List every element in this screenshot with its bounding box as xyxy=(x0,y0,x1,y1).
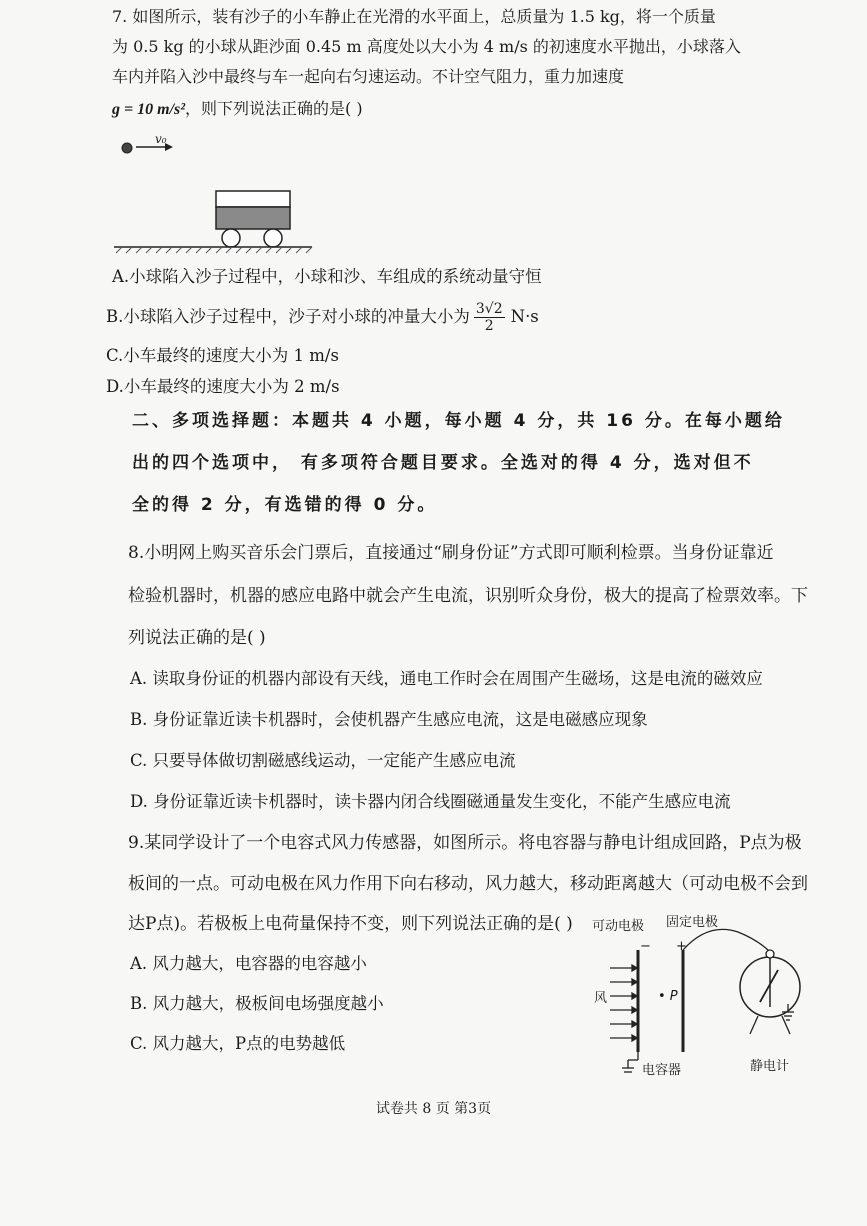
q7-option-c: C.小车最终的速度大小为 1 m/s xyxy=(106,346,339,365)
gravity-formula: g = 10 m/s² xyxy=(112,101,186,118)
section2-line-3: 全的得 2 分，有选错的得 0 分。 xyxy=(132,495,438,515)
wheel-left xyxy=(222,229,240,247)
cart-figure xyxy=(110,125,320,255)
electrometer-knob xyxy=(766,950,774,958)
ground-hatching xyxy=(116,247,312,253)
q7-line-2: 为 0.5 kg 的小球从距沙面 0.45 m 高度处以大小为 4 m/s 的初速度水平抛出，小球落入 xyxy=(112,37,741,56)
q9-line-3: 达P点)。若极板上电荷量保持不变，则下列说法正确的是( ) xyxy=(128,914,573,934)
electrometer-leg-right xyxy=(782,1016,790,1034)
q7-line-1: 7. 如图所示，装有沙子的小车静止在光滑的水平面上，总质量为 1.5 kg，将一个质量 xyxy=(112,7,716,26)
q7-option-b xyxy=(106,300,539,334)
q7-option-a: A.小球陷入沙子过程中，小球和沙、车组成的系统动量守恒 xyxy=(112,267,542,286)
page-footer: 试卷共 8 页 第3页 xyxy=(375,1101,492,1117)
movable-electrode-label: 可动电极 xyxy=(592,919,645,934)
q7-question-tail: ，则下列说法正确的是( ) xyxy=(185,99,363,118)
q9-option-a: A. 风力越大，电容器的电容越小 xyxy=(130,954,367,973)
q8-line-3: 列说法正确的是( ) xyxy=(128,628,266,648)
q9-option-b: B. 风力越大，极板间电场强度越小 xyxy=(130,994,384,1013)
q7-option-d: D.小车最终的速度大小为 2 m/s xyxy=(106,377,340,396)
fraction-numerator: 3√2 xyxy=(475,301,503,317)
sand-layer xyxy=(216,207,290,229)
velocity-label: v₀ xyxy=(155,132,167,146)
impulse-unit: N·s xyxy=(510,307,539,326)
q7-line-4 xyxy=(112,98,363,121)
section2-line-2: 出的四个选项中， 有多项符合题目要求。全选对的得 4 分，选对但不 xyxy=(132,453,754,473)
q8-option-c: C. 只要导体做切割磁感线运动，一定能产生感应电流 xyxy=(130,751,516,770)
q7-option-b-text: B.小球陷入沙子过程中，沙子对小球的冲量大小为 xyxy=(106,307,470,326)
q8-option-b: B. 身份证靠近读卡机器时，会使机器产生感应电流，这是电磁感应现象 xyxy=(130,710,648,729)
fixed-electrode-label: 固定电极 xyxy=(666,915,719,930)
q8-line-2: 检验机器时，机器的感应电路中就会产生电流，识别听众身份，极大的提高了检票效率。下 xyxy=(128,586,808,606)
point-p-label: • P xyxy=(658,989,678,1004)
minus-sign: − xyxy=(640,939,651,954)
q9-line-1: 9.某同学设计了一个电容式风力传感器，如图所示。将电容器与静电计组成回路，P点为极 xyxy=(128,833,802,853)
wind-arrows xyxy=(610,965,637,1041)
wind-label: 风 xyxy=(594,991,608,1006)
q8-line-1: 8.小明网上购买音乐会门票后，直接通过“刷身份证”方式即可顺利检票。当身份证靠近 xyxy=(128,543,774,563)
ball xyxy=(122,143,132,153)
capacitor-label: 电容器 xyxy=(642,1063,682,1078)
wheel-right xyxy=(264,229,282,247)
q9-option-c: C. 风力越大，P点的电势越低 xyxy=(130,1034,346,1053)
plus-sign: + xyxy=(676,939,687,954)
electrometer-label: 静电计 xyxy=(750,1059,790,1074)
impulse-fraction xyxy=(474,301,505,334)
q8-option-a: A. 读取身份证的机器内部设有天线，通电工作时会在周围产生磁场，这是电流的磁效应 xyxy=(130,669,763,688)
section2-line-1: 二、多项选择题：本题共 4 小题，每小题 4 分，共 16 分。在每小题给 xyxy=(132,411,785,431)
cart-body xyxy=(216,191,290,207)
fraction-denominator: 2 xyxy=(484,318,494,334)
q7-line-3: 车内并陷入沙中最终与车一起向右匀速运动。不计空气阻力，重力加速度 xyxy=(112,67,625,86)
q8-option-d: D. 身份证靠近读卡机器时，读卡器内闭合线圈磁通量发生变化，不能产生感应电流 xyxy=(130,792,731,811)
electrometer-leg-left xyxy=(750,1016,758,1034)
q9-line-2: 板间的一点。可动电极在风力作用下向右移动，风力越大，移动距离越大（可动电极不会到 xyxy=(128,874,808,894)
ground-symbol-left xyxy=(622,1052,638,1072)
electrometer-needle xyxy=(760,970,778,1002)
